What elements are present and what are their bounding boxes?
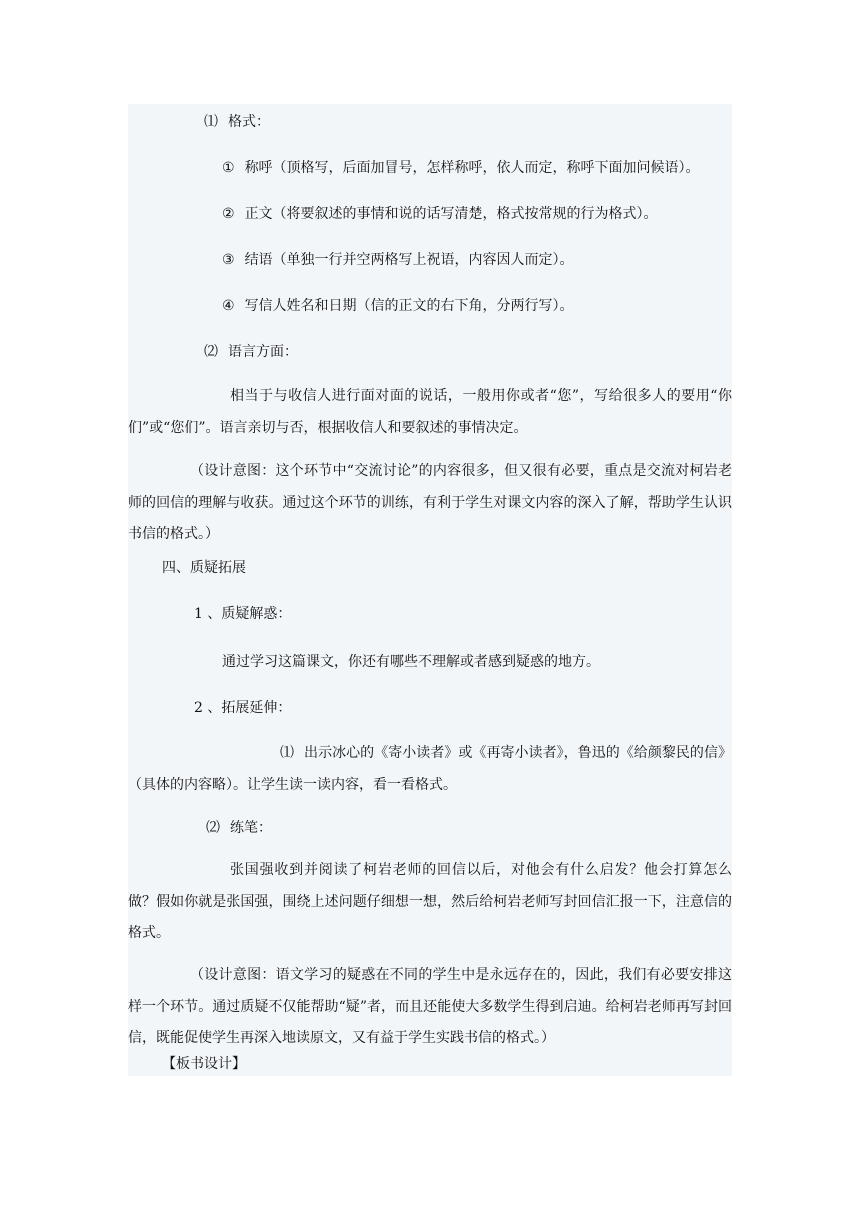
part4-sub2-title: 2 、拓展延伸： — [194, 700, 292, 716]
language-heading — [204, 342, 298, 362]
item2-heading-text: 练笔： — [230, 820, 272, 836]
item2-marker: ⑵ — [206, 820, 220, 836]
format-item-3-marker: ③ — [222, 252, 235, 268]
format-heading-text: 格式： — [228, 114, 270, 130]
format-item-2-marker: ② — [222, 206, 235, 222]
format-item-4 — [222, 296, 574, 316]
item1-text: 出示冰心的《寄小读者》或《再寄小读者》，鲁迅的《给颜黎民的信》（具体的内容略）。让学生读一读内容，看一看格式。 — [128, 745, 732, 793]
format-item-2-text: 正文（将要叙述的事情和说的话写清楚，格式按常规的行为格式）。 — [244, 206, 658, 222]
part4-sub1-title: 1 、质疑解惑： — [194, 606, 292, 622]
item1-marker: ⑴ — [280, 745, 294, 761]
format-item-4-marker: ④ — [222, 298, 235, 314]
format-item-4-text: 写信人姓名和日期（信的正文的右下角，分两行写）。 — [244, 298, 574, 314]
format-item-2 — [222, 204, 658, 224]
design-intent-1: （设计意图：这个环节中“交流讨论”的内容很多，但又很有必要，重点是交流对柯岩老师的回信的理解与收获。通过这个环节的训练，有利于学生对课文内容的深入了解，帮助学生认识书信的格式。） — [128, 463, 732, 542]
part4-sub1-body: 通过学习这篇课文，你还有哪些不理解或者感到疑惑的地方。 — [222, 654, 600, 670]
part4-sub2-item2-heading — [206, 818, 272, 838]
format-item-1-text: 称呼（顶格写，后面加冒号，怎样称呼，依人而定，称呼下面加问候语）。 — [244, 160, 700, 176]
part4-sub2-item2-body: 张国强收到并阅读了柯岩老师的回信以后，对他会有什么启发？他会打算怎么做？假如你就是张国强，围绕上述问题仔细想一想，然后给柯岩老师写封回信汇报一下，注意信的格式。 — [128, 862, 732, 941]
board-design-heading: 【板书设计】 — [162, 1056, 246, 1072]
document-page — [128, 104, 732, 1076]
format-item-3 — [222, 250, 574, 270]
language-body: 相当于与收信人进行面对面的说话，一般用你或者“您”，写给很多人的要用“你们”或“您们”。语言亲切与否，根据收信人和要叙述的事情决定。 — [128, 388, 732, 436]
design-intent-2: （设计意图：语文学习的疑惑在不同的学生中是永远存在的，因此，我们有必要安排这样一个环节。通过质疑不仅能帮助“疑”者，而且还能使大多数学生得到启迪。给柯岩老师再写封回信，既能促使学生再深入地读原文，又有益于学生实践书信的格式。） — [128, 967, 732, 1046]
part4-title: 四、质疑拓展 — [162, 560, 246, 576]
language-heading-text: 语言方面： — [228, 344, 298, 360]
format-marker: ⑴ — [204, 114, 218, 130]
format-item-1-marker: ① — [222, 160, 235, 176]
language-marker: ⑵ — [204, 344, 218, 360]
format-heading — [204, 112, 270, 132]
part4-sub2-item1 — [128, 738, 732, 801]
format-item-3-text: 结语（单独一行并空两格写上祝语，内容因人而定）。 — [244, 252, 574, 268]
format-item-1 — [222, 158, 700, 178]
